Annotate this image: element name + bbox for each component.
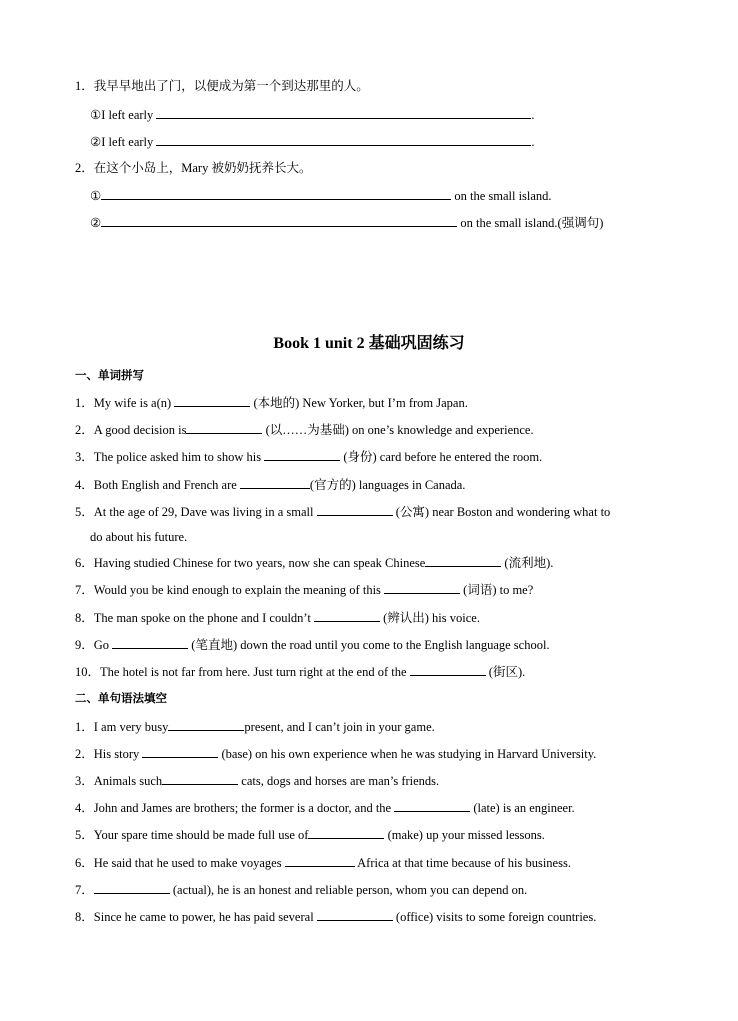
item-text-before: Since he came to power, he has paid several: [93, 910, 317, 924]
translation-q1-answer-1: [90, 106, 535, 123]
question-number: 1．: [75, 79, 94, 93]
item-text-after: (base) on his own experience when he was studying in Harvard University.: [218, 747, 597, 761]
answer-blank[interactable]: [101, 187, 451, 200]
item-text-after: (公寓) near Boston and wondering what to: [392, 505, 611, 519]
answer-prefix: ①I left early: [90, 108, 154, 122]
answer-blank[interactable]: [112, 636, 188, 649]
item-text-after: (笔直地) down the road until you come to the English language school.: [188, 638, 550, 652]
item-number: 7．: [75, 883, 94, 897]
spelling-item-5-continued: do about his future.: [90, 530, 188, 544]
answer-suffix: on the small island.: [451, 189, 552, 203]
item-number: 4．: [75, 801, 94, 815]
translation-q2-answer-2: [90, 214, 603, 231]
grammar-item-8: [75, 908, 596, 925]
answer-blank[interactable]: [142, 745, 218, 758]
answer-suffix: .: [531, 108, 535, 122]
section-heading-spelling: 一、单词拼写: [75, 368, 144, 382]
item-text-after: (make) up your missed lessons.: [384, 828, 545, 842]
item-text-before: Your spare time should be made full use of: [93, 828, 309, 842]
translation-q1-answer-2: [90, 133, 535, 150]
item-text-after: present, and I can’t join in your game.: [244, 720, 435, 734]
spelling-item-4: [75, 476, 465, 493]
translation-q1-prompt: [75, 78, 369, 94]
answer-blank[interactable]: [94, 881, 170, 894]
spelling-item-6: [75, 554, 553, 571]
item-text-after: Africa at that time because of his business.: [354, 856, 571, 870]
answer-blank[interactable]: [317, 503, 393, 516]
item-text-after: (词语) to me?: [460, 583, 534, 597]
item-number: 5．: [75, 828, 94, 842]
translation-q2-answer-1: [90, 187, 552, 204]
answer-blank[interactable]: [308, 826, 384, 839]
item-text-after: (office) visits to some foreign countries.: [392, 910, 597, 924]
answer-blank[interactable]: [162, 772, 238, 785]
item-number: 3．: [75, 450, 94, 464]
answer-blank[interactable]: [410, 663, 486, 676]
item-text-after: (流利地).: [501, 556, 554, 570]
grammar-item-3: [75, 772, 439, 789]
item-text-before: I am very busy: [93, 720, 169, 734]
item-text-before: A good decision is: [93, 423, 187, 437]
spelling-item-3: [75, 448, 542, 465]
answer-blank[interactable]: [101, 214, 457, 227]
item-text-before: The hotel is not far from here. Just turn right at the end of the: [100, 665, 410, 679]
item-text-after: (街区).: [485, 665, 526, 679]
spelling-item-9: [75, 636, 550, 653]
answer-prefix: ①: [90, 189, 102, 203]
item-text-after: (官方的) languages in Canada.: [309, 478, 466, 492]
answer-blank[interactable]: [156, 133, 531, 146]
item-text-before: At the age of 29, Dave was living in a small: [93, 505, 317, 519]
answer-blank[interactable]: [314, 609, 380, 622]
item-text-before: Both English and French are: [93, 478, 240, 492]
item-text-after: (本地的) New Yorker, but I’m from Japan.: [250, 396, 468, 410]
item-text-after: (辨认出) his voice.: [379, 611, 480, 625]
answer-suffix: .: [531, 135, 535, 149]
item-text-after: cats, dogs and horses are man’s friends.: [238, 774, 440, 788]
grammar-item-6: [75, 854, 571, 871]
answer-blank[interactable]: [156, 106, 531, 119]
answer-blank[interactable]: [285, 854, 355, 867]
item-number: 6．: [75, 556, 94, 570]
grammar-item-7: [75, 881, 527, 898]
item-number: 8．: [75, 910, 94, 924]
question-number: 2．: [75, 161, 94, 175]
spelling-item-5: [75, 503, 610, 520]
item-number: 8．: [75, 611, 94, 625]
question-text: 我早早地出了门，以便成为第一个到达那里的人。: [93, 79, 369, 93]
grammar-item-2: [75, 745, 596, 762]
question-text: 在这个小岛上，Mary 被奶奶抚养长大。: [93, 161, 312, 175]
item-number: 4．: [75, 478, 94, 492]
item-text-after: (以……为基础) on one’s knowledge and experience.: [262, 423, 534, 437]
item-number: 5．: [75, 505, 94, 519]
item-text-after: (身份) card before he entered the room.: [340, 450, 543, 464]
item-text-before: Animals such: [93, 774, 163, 788]
item-text-before: My wife is a(n): [93, 396, 175, 410]
item-number: 1．: [75, 720, 94, 734]
grammar-item-5: [75, 826, 545, 843]
spelling-item-10: [75, 663, 525, 680]
grammar-item-4: [75, 799, 575, 816]
item-number: 2．: [75, 423, 94, 437]
item-number: 3．: [75, 774, 94, 788]
item-text-before: The man spoke on the phone and I couldn’t: [93, 611, 314, 625]
translation-q2-prompt: [75, 160, 311, 176]
answer-blank[interactable]: [317, 908, 393, 921]
item-text-after: (actual), he is an honest and reliable person, whom you can depend on.: [169, 883, 528, 897]
item-number: 9．: [75, 638, 94, 652]
spelling-item-2: [75, 421, 534, 438]
spelling-item-1: [75, 394, 468, 411]
item-text-before: He said that he used to make voyages: [93, 856, 285, 870]
item-number: 2．: [75, 747, 94, 761]
item-number: 6．: [75, 856, 94, 870]
answer-blank[interactable]: [384, 581, 460, 594]
answer-prefix: ②I left early: [90, 135, 154, 149]
answer-blank[interactable]: [264, 448, 340, 461]
item-text-before: The police asked him to show his: [93, 450, 265, 464]
item-text-before: John and James are brothers; the former is a doctor, and the: [93, 801, 395, 815]
spelling-item-7: [75, 581, 533, 598]
answer-prefix: ②: [90, 216, 102, 230]
item-number: 10．: [75, 665, 101, 679]
item-text-before: Having studied Chinese for two years, now she can speak Chinese: [93, 556, 426, 570]
answer-blank[interactable]: [394, 799, 470, 812]
spelling-item-8: [75, 609, 480, 626]
item-text-before: Go: [93, 638, 113, 652]
answer-blank[interactable]: [168, 718, 244, 731]
answer-suffix: on the small island.(强调句): [457, 216, 604, 230]
answer-blank[interactable]: [240, 476, 310, 489]
item-text-before: His story: [93, 747, 143, 761]
item-text-after: (late) is an engineer.: [470, 801, 575, 815]
section-heading-grammar: 二、单句语法填空: [75, 691, 167, 705]
item-text-before: Would you be kind enough to explain the meaning of this: [93, 583, 385, 597]
answer-blank[interactable]: [174, 394, 250, 407]
answer-blank[interactable]: [186, 421, 262, 434]
page-title: Book 1 unit 2 基础巩固练习: [273, 335, 465, 352]
grammar-item-1: [75, 718, 435, 735]
answer-blank[interactable]: [425, 554, 501, 567]
item-number: 7．: [75, 583, 94, 597]
item-number: 1．: [75, 396, 94, 410]
